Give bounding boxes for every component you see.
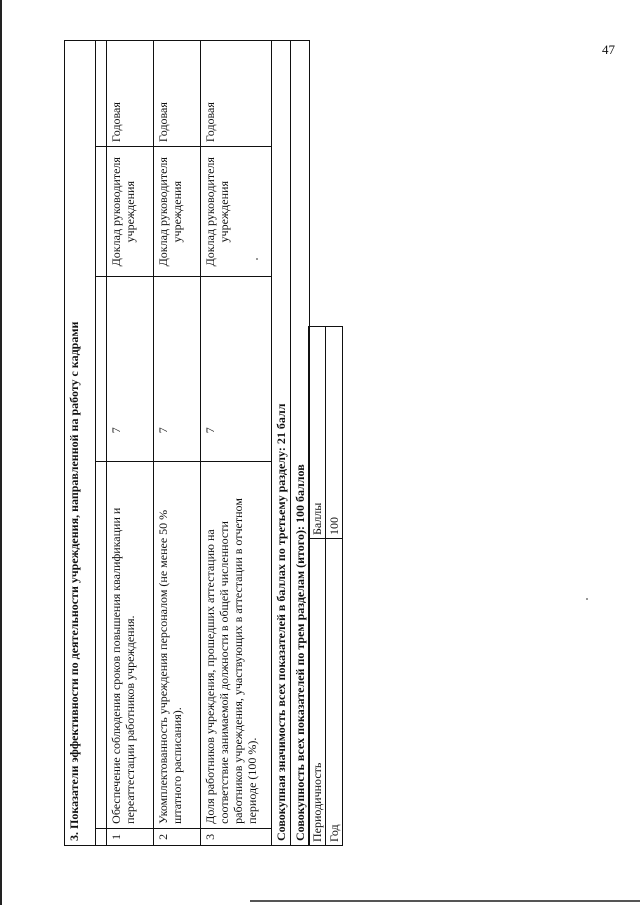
- summary-row-value: 100: [326, 327, 343, 539]
- page-number: 47: [602, 42, 615, 57]
- indicators-table: [64, 40, 310, 846]
- scan-edge-bottom: [250, 900, 640, 902]
- summary-row-label: Год: [326, 539, 343, 846]
- row-number: 1: [107, 828, 154, 845]
- summary-table: [308, 326, 343, 846]
- indicator-text: Доля работников учреждения, прошедших аттестацию на соответствие занимаемой должности в общей численности работников учреждения, участвующих в аттестации в отчетном периоде (100 %).: [201, 462, 272, 829]
- scan-edge-left: [0, 0, 2, 905]
- summary-header-row: [309, 327, 326, 846]
- rotated-document: [64, 40, 340, 846]
- spacer-row: [96, 41, 107, 846]
- grand-total-row: [291, 41, 310, 846]
- grand-total-text: Совокупность всех показателей по трем разделам (итого): 100 баллов: [291, 41, 310, 846]
- summary-header-value: Баллы: [309, 327, 326, 539]
- section-title: 3. Показатели эффективности по деятельности учреждения, направленной на работу с кадрами: [65, 41, 96, 846]
- table-row: [201, 41, 272, 846]
- scan-speck: [586, 598, 588, 600]
- score-value: 7: [107, 277, 154, 462]
- indicator-text: Укомплектованность учреждения персоналом (не менее 50 % штатного расписания).: [154, 462, 201, 829]
- periodicity-text: Годовая: [107, 41, 154, 147]
- indicator-text: Обеспечение соблюдения сроков повышения квалификации и переаттестации работников учреждения.: [107, 462, 154, 829]
- table-row: [107, 41, 154, 846]
- periodicity-text: Годовая: [154, 41, 201, 147]
- table-row: [154, 41, 201, 846]
- section-total-row: [272, 41, 291, 846]
- source-text: Доклад руководителя учреждения: [154, 147, 201, 277]
- source-text: Доклад руководителя учреждения: [201, 147, 272, 277]
- section-total-text: Совокупная значимость всех показателей в баллах по третьему разделу: 21 балл: [272, 41, 291, 846]
- row-number: 2: [154, 828, 201, 845]
- periodicity-text: Годовая: [201, 41, 272, 147]
- section-title-row: [65, 41, 96, 846]
- row-number: 3: [201, 828, 272, 845]
- score-value: 7: [154, 277, 201, 462]
- summary-header-label: Периодичность: [309, 539, 326, 846]
- summary-data-row: [326, 327, 343, 846]
- score-value: 7: [201, 277, 272, 462]
- source-text: Доклад руководителя учреждения: [107, 147, 154, 277]
